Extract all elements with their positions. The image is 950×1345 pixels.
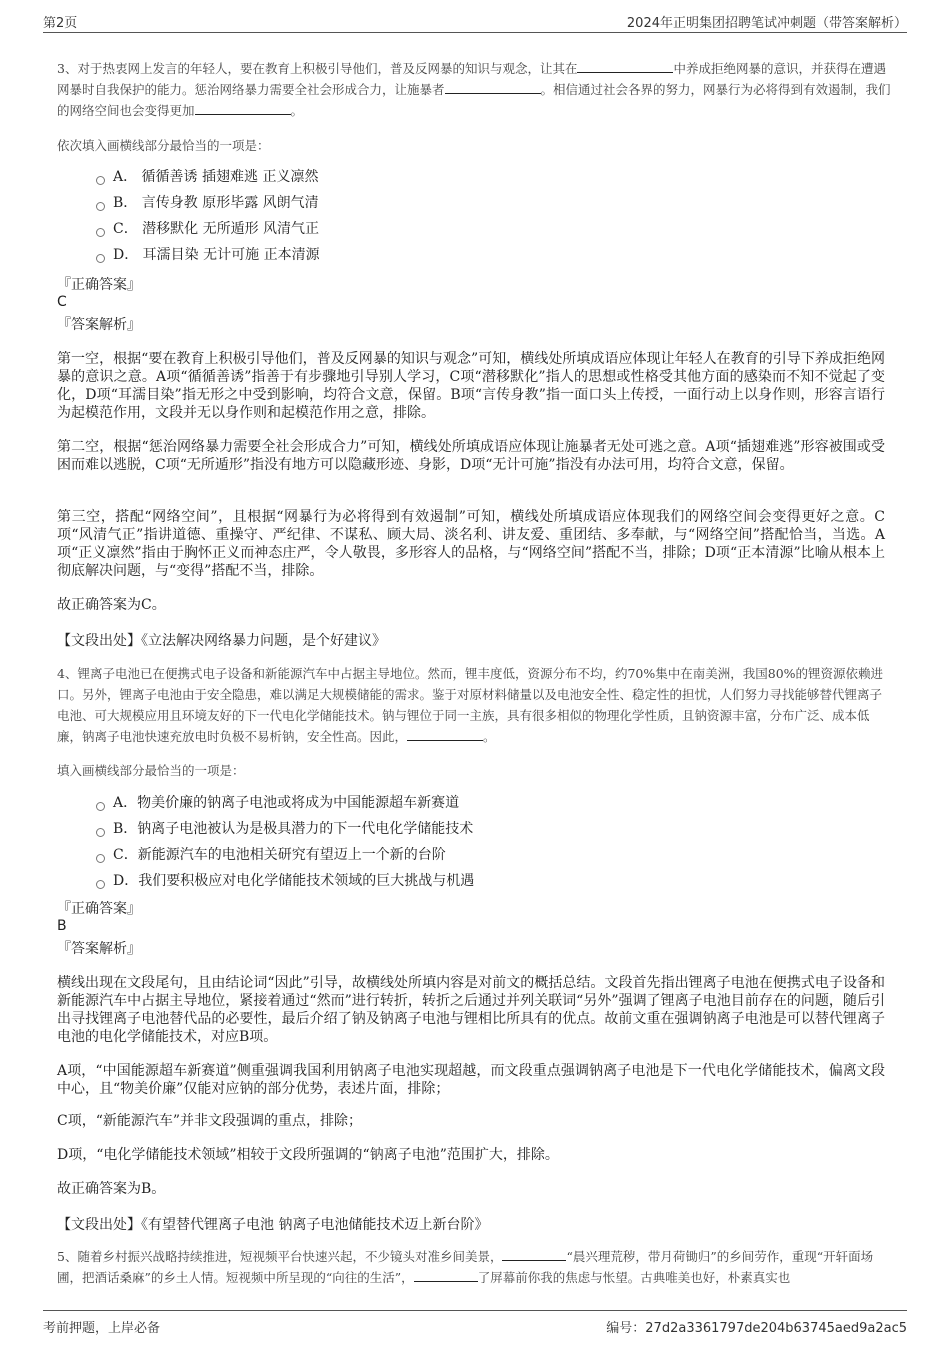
- q3-text-d: 。: [290, 103, 304, 118]
- radio-icon[interactable]: [96, 802, 105, 811]
- analysis-paragraph: 横线出现在文段尾句，且由结论词“因此”引导，故横线处所填内容是对前文的概括总结。文段首先指出锂离子电池在便携式电子设备和新能源汽车中占据主导地位，紧接着通过“然而”进行转折，转折之后通过并列关联词“另外”强调了锂离子电池目前存在的问题，随后引出寻找锂离子电池替代品的必要性，最后介绍了钠及钠离子电池与锂相比所具有的优点。故前文重在强调钠离子电池是可以替代锂离子电池的电化学储能技术，对应B项。: [57, 975, 885, 1045]
- radio-icon[interactable]: [96, 202, 105, 211]
- radio-icon[interactable]: [96, 854, 105, 863]
- blank-2: [414, 1267, 478, 1282]
- blank-1: [577, 58, 673, 73]
- radio-icon[interactable]: [96, 880, 105, 889]
- answer-value: B: [57, 918, 67, 934]
- analysis-label: 『答案解析』: [57, 941, 141, 957]
- analysis-paragraph: D项，“电化学储能技术领域”相较于文段所强调的“钠离子电池”范围扩大，排除。: [57, 1147, 559, 1163]
- analysis-paragraph: 故正确答案为C。: [57, 597, 166, 613]
- question-4-stem: [57, 663, 892, 747]
- blank-1: [407, 726, 483, 741]
- option-label: B．钠离子电池被认为是极具潜力的下一代电化学储能技术: [113, 821, 474, 837]
- option-label: D． 耳濡目染 无计可施 正本清源: [113, 247, 320, 263]
- option-c[interactable]: [96, 842, 474, 868]
- option-a[interactable]: [96, 164, 320, 190]
- option-label: C．新能源汽车的电池相关研究有望迈上一个新的台阶: [113, 847, 446, 863]
- page-header: [43, 10, 907, 33]
- option-b[interactable]: [96, 190, 320, 216]
- option-label: A．物美价廉的钠离子电池或将成为中国能源超车新赛道: [113, 795, 460, 811]
- analysis-paragraph: 第二空，根据“惩治网络暴力需要全社会形成合力”可知，横线处所填成语应体现让施暴者无处可逃之意。A项“插翅难逃”形容被围或受困而难以逃脱，C项“无所遁形”指没有地方可以隐藏形迹、身影，D项“无计可施”指没有办法可用，均符合文意，保留。: [57, 439, 885, 473]
- analysis-paragraph: 故正确答案为B。: [57, 1181, 166, 1197]
- q4-text-b: 。: [483, 729, 496, 744]
- question-3-stem: [57, 58, 892, 121]
- option-b[interactable]: [96, 816, 474, 842]
- option-label: A． 循循善诱 插翅难逃 正义凛然: [113, 169, 319, 185]
- page-number: 第2页: [43, 16, 78, 31]
- analysis-paragraph: A项，“中国能源超车新赛道”侧重强调我国利用钠离子电池实现超越，而文段重点强调钠离子电池是下一代电化学储能技术，偏离文段中心，且“物美价廉”仅能对应钠的部分优势，表述片面，排除；: [57, 1063, 885, 1097]
- question-3-options: [96, 164, 320, 268]
- footer-slogan: 考前押题，上岸必备: [43, 1321, 161, 1336]
- q3-text-b: 中养成拒绝网暴的意识，并获得在遭遇网暴时自我保护的能力。惩治网络暴力需要全社会形成合力，让施暴者: [57, 61, 886, 97]
- question-5-stem: [57, 1246, 892, 1288]
- radio-icon[interactable]: [96, 254, 105, 263]
- analysis-paragraph: 第一空，根据“要在教育上积极引导他们，普及反网暴的知识与观念”可知，横线处所填成语应体现让年轻人在教育的引导下养成拒绝网暴的意识之意。A项“循循善诱”指善于有步骤地引导别人学习，C项“潜移默化”指人的思想或性格受其他方面的感染而不知不觉起了变化，D项“耳濡目染”指无形之中受到影响，均符合文意，保留。B项“言传身教”指一面口头上传授，一面行动上以身作则，形容言语行为起模范作用，文段并无以身作则和起模范作用之意，排除。: [57, 351, 885, 421]
- q3-text-c: 。相信通过社会各界的努力，网暴行为必将得到有效遏制，我们的网络空间也会变得更加: [57, 82, 891, 118]
- blank-1: [502, 1246, 566, 1261]
- q5-text-a: 5、随着乡村振兴战略持续推进，短视频平台快速兴起，不少镜头对准乡间美景，: [57, 1249, 503, 1264]
- option-c[interactable]: [96, 216, 320, 242]
- answer-label: 『正确答案』: [57, 901, 141, 917]
- answer-label: 『正确答案』: [57, 277, 141, 293]
- source-citation: 【文段出处】《立法解决网络暴力问题，是个好建议》: [57, 633, 386, 649]
- document-title: 2024年正明集团招聘笔试冲刺题（带答案解析）: [626, 16, 907, 31]
- analysis-paragraph: 第三空，搭配“网络空间”，且根据“网暴行为必将得到有效遏制”可知，横线处所填成语应体现我们的网络空间会变得更好之意。C项“风清气正”指讲道德、重操守、严纪律、不谋私、顾大局、淡名利、讲友爱、重团结、多奉献，与“网络空间”搭配恰当，当选。A项“正义凛然”指由于胸怀正义而神态庄严，令人敬畏，多形容人的品格，与“网络空间”搭配不当，排除；D项“正本清源”比喻从根本上彻底解决问题，与“变得”搭配不当，排除。: [57, 509, 885, 579]
- blank-2: [445, 79, 541, 94]
- option-d[interactable]: [96, 242, 320, 268]
- option-label: D．我们要积极应对电化学储能技术领域的巨大挑战与机遇: [113, 873, 475, 889]
- analysis-label: 『答案解析』: [57, 317, 141, 333]
- option-label: B． 言传身教 原形毕露 风朗气清: [113, 195, 319, 211]
- q4-text-a: 4、锂离子电池已在便携式电子设备和新能源汽车中占据主导地位。然而，锂丰度低，资源分布不均，约70%集中在南美洲，我国80%的锂资源依赖进口。另外，锂离子电池由于安全隐患，难以满足大规模储能的需求。鉴于对原材料储量以及电池安全性、稳定性的担忧，人们努力寻找能够替代锂离子电池、可大规模应用且环境友好的下一代电化学储能技术。钠与锂位于同一主族，具有很多相似的物理化学性质，且钠资源丰富，分布广泛、成本低廉，钠离子电池快速充放电时负极不易析钠，安全性高。因此，: [57, 666, 884, 744]
- q5-text-c: 了屏幕前你我的焦虑与怅望。古典唯美也好，朴素真实也: [477, 1270, 791, 1285]
- blank-3: [195, 100, 291, 115]
- q5-text-b: “晨兴理荒秽，带月荷锄归”的乡间劳作，重现“开轩面场圃，把酒话桑麻”的乡土人情。短视频中所呈现的“向往的生活”，: [57, 1249, 874, 1285]
- question-3-prompt: 依次填入画横线部分最恰当的一项是：: [57, 138, 270, 153]
- question-4-options: [96, 790, 474, 894]
- page-footer: [43, 1310, 907, 1337]
- option-d[interactable]: [96, 868, 474, 894]
- option-a[interactable]: [96, 790, 474, 816]
- q3-text-a: 3、对于热衷网上发言的年轻人，要在教育上积极引导他们，普及反网暴的知识与观念，让其在: [57, 61, 578, 76]
- question-4-prompt: 填入画横线部分最恰当的一项是：: [57, 763, 245, 778]
- radio-icon[interactable]: [96, 828, 105, 837]
- analysis-paragraph: C项，“新能源汽车”并非文段强调的重点，排除；: [57, 1113, 363, 1129]
- option-label: C． 潜移默化 无所遁形 风清气正: [113, 221, 320, 237]
- document-id: 编号：27d2a3361797de204b63745aed9a2ac5: [606, 1321, 907, 1336]
- radio-icon[interactable]: [96, 176, 105, 185]
- radio-icon[interactable]: [96, 228, 105, 237]
- answer-value: C: [57, 294, 67, 310]
- source-citation: 【文段出处】《有望替代锂离子电池 钠离子电池储能技术迈上新台阶》: [57, 1217, 489, 1233]
